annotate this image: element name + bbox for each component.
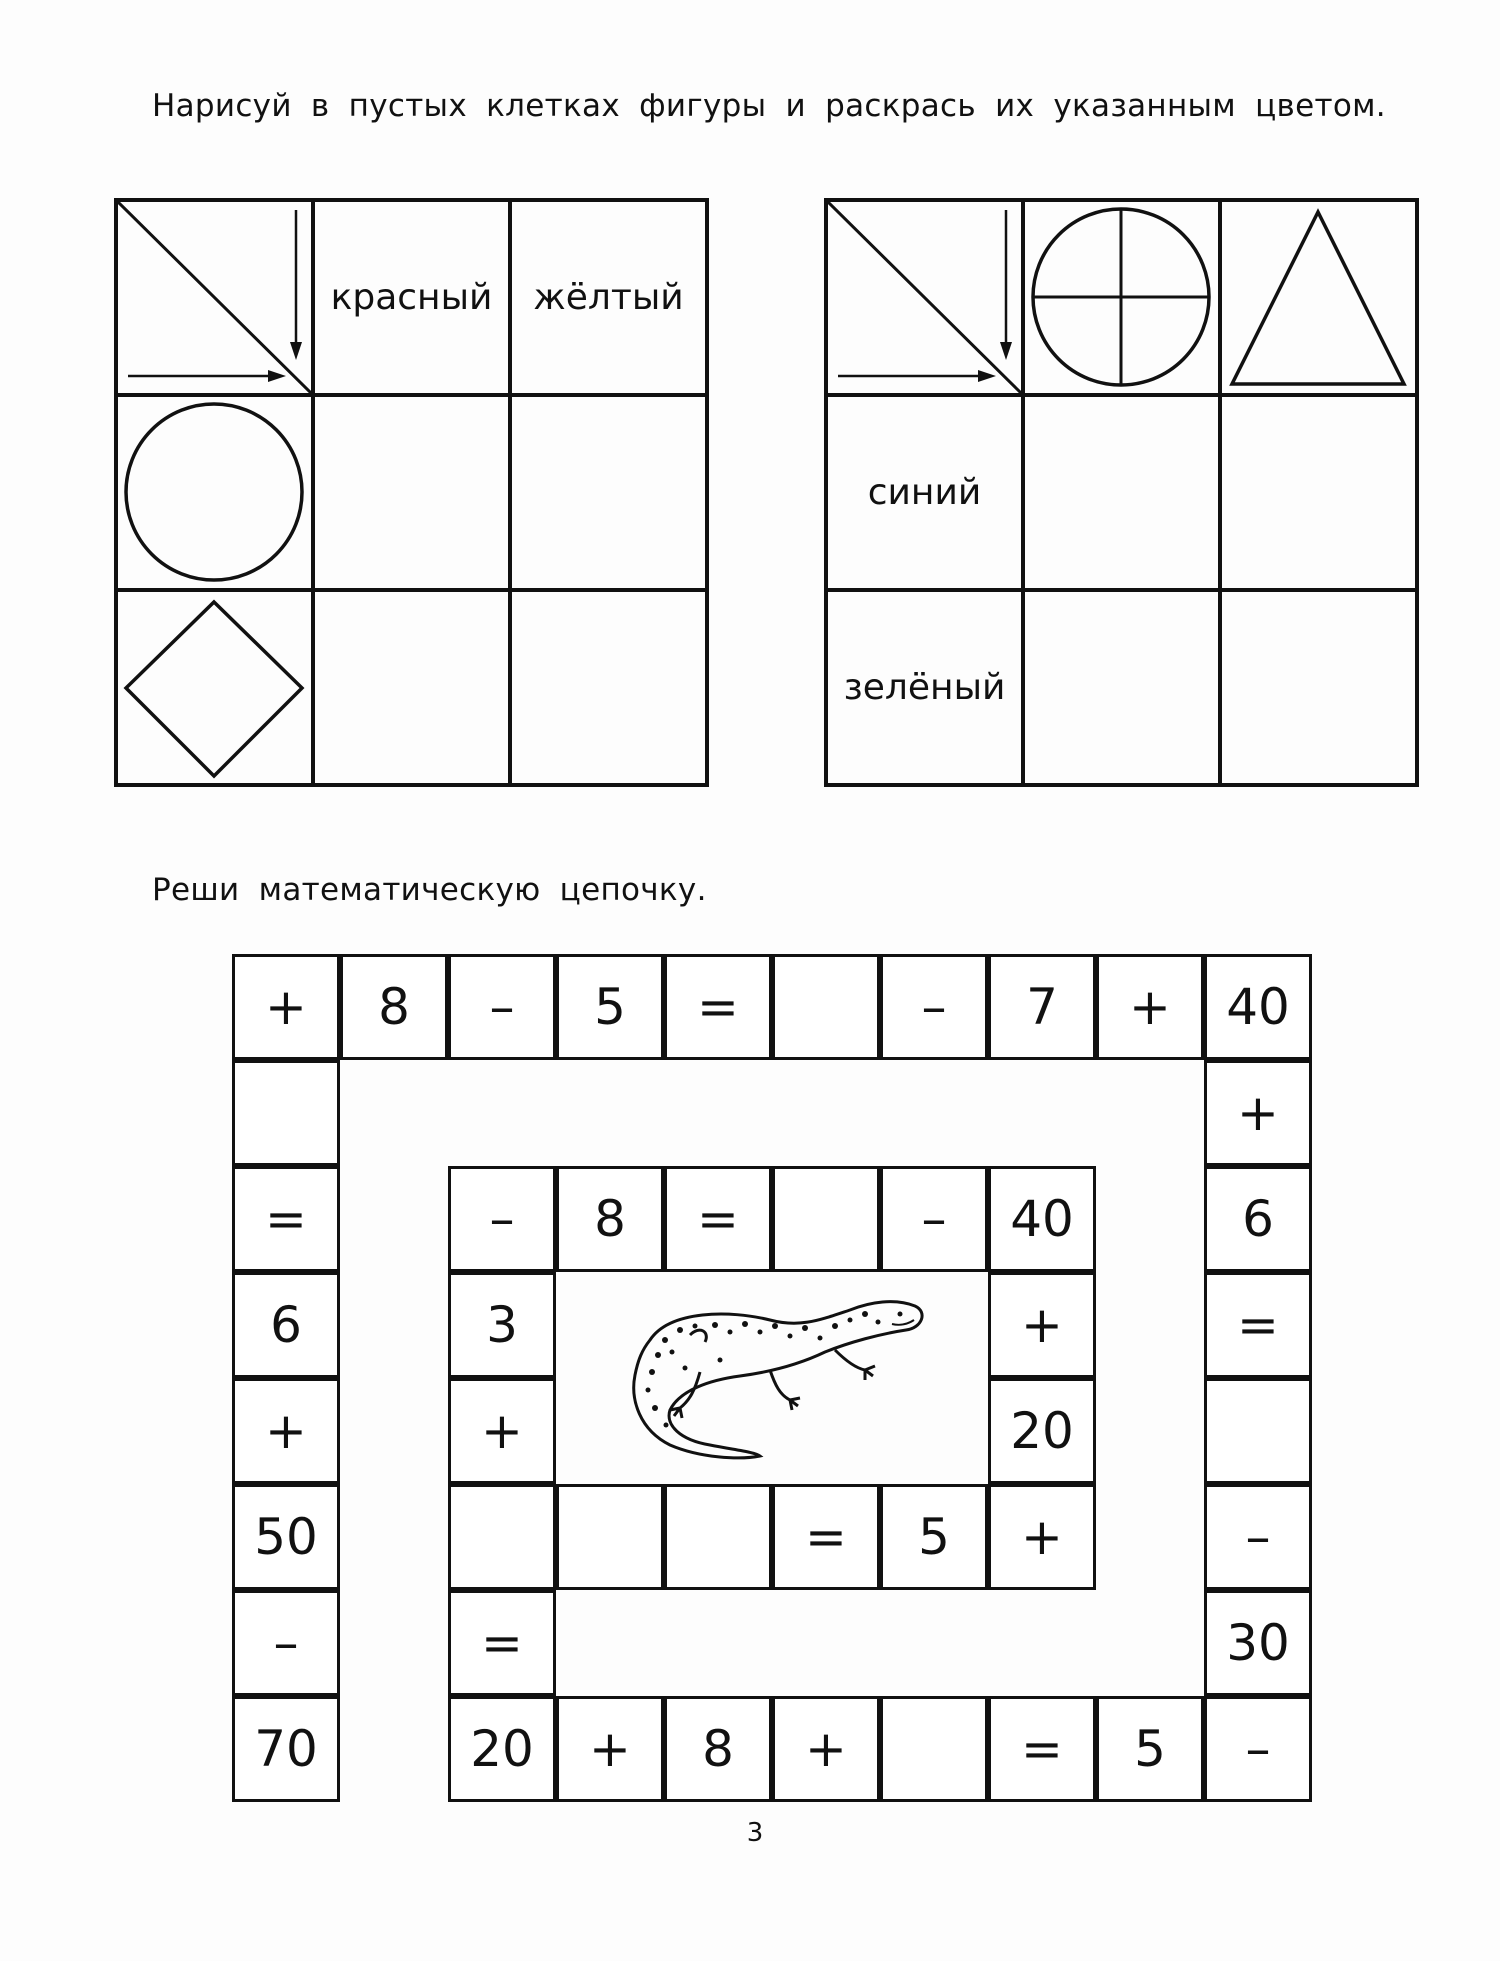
chain-cell: 5 bbox=[1096, 1696, 1204, 1802]
chain-cell: 7 bbox=[988, 954, 1096, 1060]
chain-cell: – bbox=[1204, 1696, 1312, 1802]
chain-answer-cell[interactable] bbox=[664, 1484, 772, 1590]
answer-cell[interactable] bbox=[510, 395, 707, 590]
task1-instruction: Нарисуй в пустых клетках фигуры и раскрась их указанным цветом. bbox=[152, 88, 1386, 124]
shape-color-table-right bbox=[824, 198, 1419, 787]
task2-instruction: Реши математическую цепочку. bbox=[152, 872, 707, 908]
chain-cell: + bbox=[1096, 954, 1204, 1060]
chain-cell: + bbox=[988, 1272, 1096, 1378]
answer-cell[interactable] bbox=[1023, 590, 1220, 785]
chain-answer-cell[interactable] bbox=[772, 954, 880, 1060]
shape-header-triangle bbox=[1220, 200, 1417, 395]
answer-cell[interactable] bbox=[313, 590, 510, 785]
chain-cell: 8 bbox=[664, 1696, 772, 1802]
answer-cell[interactable] bbox=[1023, 395, 1220, 590]
answer-cell[interactable] bbox=[1220, 395, 1417, 590]
page-number: 3 bbox=[746, 1818, 764, 1848]
chain-cell: 5 bbox=[880, 1484, 988, 1590]
chain-cell: 40 bbox=[1204, 954, 1312, 1060]
chain-cell: 3 bbox=[448, 1272, 556, 1378]
triangle-icon bbox=[1222, 202, 1415, 393]
chain-cell: = bbox=[988, 1696, 1096, 1802]
chain-answer-cell[interactable] bbox=[232, 1060, 340, 1166]
chain-answer-cell[interactable] bbox=[1204, 1378, 1312, 1484]
lizard-icon bbox=[610, 1280, 930, 1480]
chain-cell: = bbox=[664, 954, 772, 1060]
chain-cell: + bbox=[232, 954, 340, 1060]
chain-cell: – bbox=[880, 954, 988, 1060]
chain-cell: 6 bbox=[1204, 1166, 1312, 1272]
chain-cell: = bbox=[772, 1484, 880, 1590]
chain-cell: – bbox=[448, 1166, 556, 1272]
chain-cell: 40 bbox=[988, 1166, 1096, 1272]
chain-cell: 70 bbox=[232, 1696, 340, 1802]
chain-cell: + bbox=[772, 1696, 880, 1802]
chain-cell: 6 bbox=[232, 1272, 340, 1378]
chain-cell: = bbox=[448, 1590, 556, 1696]
corner-diagonal-arrows-icon bbox=[828, 202, 1021, 393]
chain-cell: – bbox=[1204, 1484, 1312, 1590]
chain-cell: 8 bbox=[556, 1166, 664, 1272]
chain-cell: 8 bbox=[340, 954, 448, 1060]
chain-cell: + bbox=[1204, 1060, 1312, 1166]
color-header-yellow: жёлтый bbox=[510, 200, 707, 395]
chain-answer-cell[interactable] bbox=[448, 1484, 556, 1590]
chain-cell: + bbox=[232, 1378, 340, 1484]
chain-cell: 50 bbox=[232, 1484, 340, 1590]
shape-header-diamond bbox=[116, 590, 313, 785]
chain-cell: 30 bbox=[1204, 1590, 1312, 1696]
shape-color-table-left bbox=[114, 198, 709, 787]
answer-cell[interactable] bbox=[1220, 590, 1417, 785]
chain-cell: – bbox=[880, 1166, 988, 1272]
color-header-green: зелёный bbox=[826, 590, 1023, 785]
corner-diagonal-arrows-icon bbox=[118, 202, 311, 393]
chain-cell: – bbox=[448, 954, 556, 1060]
circle-icon bbox=[118, 397, 311, 588]
corner-cell bbox=[826, 200, 1023, 395]
chain-cell: 20 bbox=[988, 1378, 1096, 1484]
chain-cell: + bbox=[556, 1696, 664, 1802]
color-header-red: красный bbox=[313, 200, 510, 395]
chain-answer-cell[interactable] bbox=[556, 1484, 664, 1590]
color-header-blue: синий bbox=[826, 395, 1023, 590]
diamond-icon bbox=[118, 592, 311, 783]
shape-header-circle bbox=[116, 395, 313, 590]
answer-cell[interactable] bbox=[313, 395, 510, 590]
shape-header-circle-cross bbox=[1023, 200, 1220, 395]
answer-cell[interactable] bbox=[510, 590, 707, 785]
chain-cell: 20 bbox=[448, 1696, 556, 1802]
chain-cell: – bbox=[232, 1590, 340, 1696]
chain-cell: 5 bbox=[556, 954, 664, 1060]
chain-answer-cell[interactable] bbox=[880, 1696, 988, 1802]
chain-cell: = bbox=[1204, 1272, 1312, 1378]
chain-answer-cell[interactable] bbox=[772, 1166, 880, 1272]
chain-cell: = bbox=[232, 1166, 340, 1272]
chain-cell: + bbox=[988, 1484, 1096, 1590]
circle-with-cross-icon bbox=[1025, 202, 1218, 393]
chain-cell: = bbox=[664, 1166, 772, 1272]
chain-cell: + bbox=[448, 1378, 556, 1484]
corner-cell bbox=[116, 200, 313, 395]
